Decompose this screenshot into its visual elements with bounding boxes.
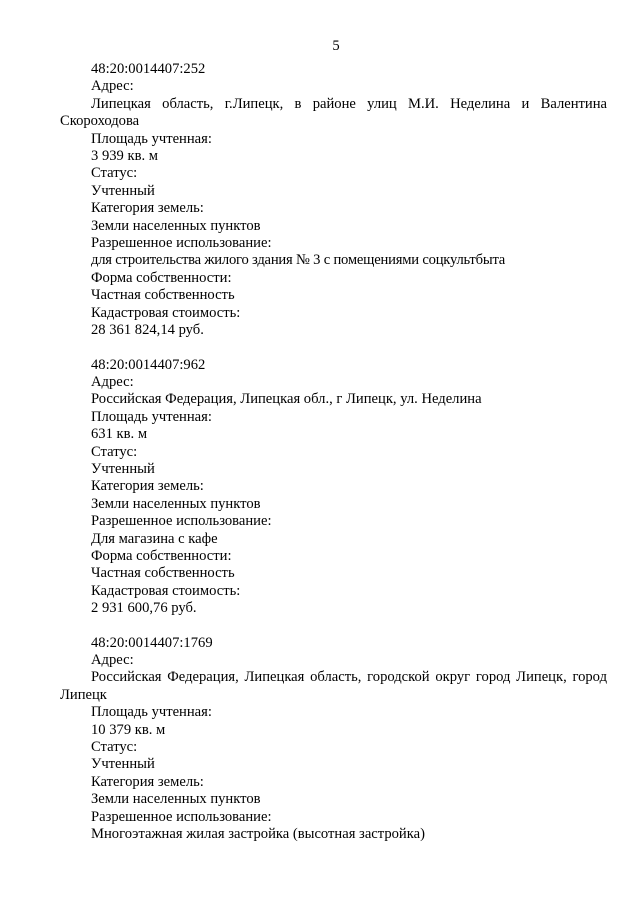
land-plot-record [60,61,607,340]
cadastral-number: 48:20:0014407:1769 [91,634,213,651]
cadastral-cost-label: Кадастровая стоимость: [91,304,241,321]
ownership-value: Частная собственность [91,287,235,304]
address-value-line1: Российская Федерация, Липецкая область, городской округ город Липецк, город [91,669,607,686]
land-category-value: Земли населенных пунктов [91,495,261,512]
land-category-label: Категория земель: [91,478,204,495]
area-label: Площадь учтенная: [91,130,212,147]
area-label: Площадь учтенная: [91,408,212,425]
area-label: Площадь учтенная: [91,704,212,721]
land-category-value: Земли населенных пунктов [91,791,261,808]
permitted-use-value: Многоэтажная жилая застройка (высотная застройка) [91,826,425,843]
area-value: 10 379 кв. м [91,721,166,738]
cadastral-cost-value: 28 361 824,14 руб. [91,322,204,339]
land-category-label: Категория земель: [91,200,204,217]
status-label: Статус: [91,739,138,756]
address-label: Адрес: [91,78,134,95]
land-category-label: Категория земель: [91,773,204,790]
ownership-label: Форма собственности: [91,547,232,564]
page-number: 5 [332,38,340,54]
status-value: Учтенный [91,182,155,199]
status-label: Статус: [91,165,138,182]
permitted-use-label: Разрешенное использование: [91,808,272,825]
document-body [60,61,607,860]
address-label: Адрес: [91,373,134,390]
ownership-label: Форма собственности: [91,269,232,286]
address-value: Российская Федерация, Липецкая обл., г Липецк, ул. Неделина [91,391,482,408]
status-value: Учтенный [91,756,155,773]
permitted-use-value: Для магазина с кафе [91,530,218,547]
cadastral-cost-label: Кадастровая стоимость: [91,582,241,599]
address-label: Адрес: [91,652,134,668]
cadastral-cost-value: 2 931 600,76 руб. [91,600,197,617]
status-value: Учтенный [91,460,155,477]
area-value: 3 939 кв. м [91,148,158,165]
area-value: 631 кв. м [91,426,148,443]
status-label: Статус: [91,443,138,460]
cadastral-number: 48:20:0014407:252 [91,61,206,77]
permitted-use-value: для строительства жилого здания № 3 с помещениями соцкультбыта [91,252,506,269]
land-category-value: Земли населенных пунктов [91,217,261,234]
address-value-line2: Липецк [60,686,107,703]
address-value-line1: Липецкая область, г.Липецк, в районе улиц М.И. Неделина и Валентина [91,95,607,112]
land-plot-record [60,357,607,618]
permitted-use-label: Разрешенное использование: [91,513,272,530]
address-value-line2: Скороходова [60,113,140,130]
ownership-value: Частная собственность [91,565,235,582]
permitted-use-label: Разрешенное использование: [91,235,272,252]
land-plot-record [60,635,607,844]
cadastral-number: 48:20:0014407:962 [91,356,206,373]
